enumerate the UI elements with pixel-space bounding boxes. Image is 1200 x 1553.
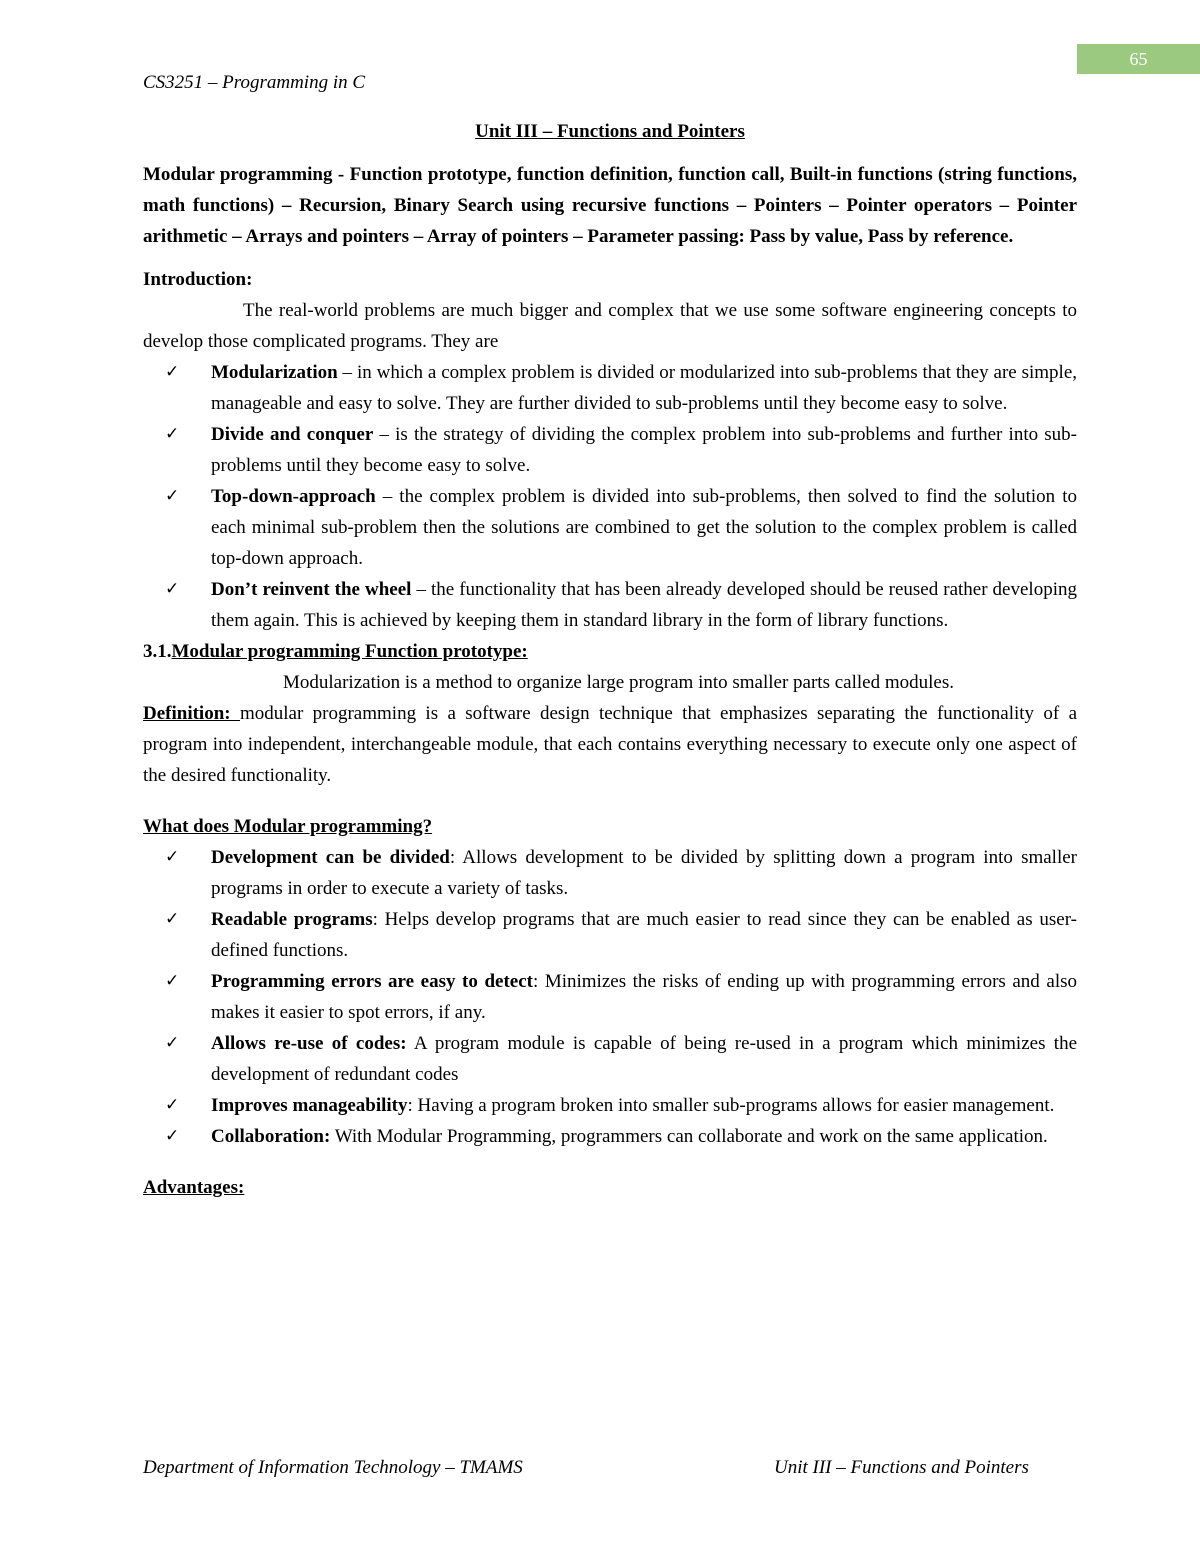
- list-item: [165, 574, 1077, 636]
- item-term: Top-down-approach: [211, 486, 376, 507]
- item-term: Development can be divided: [211, 847, 450, 868]
- advantages-heading: Advantages:: [143, 1177, 245, 1198]
- item-term: Improves manageability: [211, 1095, 408, 1116]
- introduction-heading: Introduction:: [143, 269, 253, 290]
- checkmark-icon: ✓: [165, 362, 180, 382]
- item-text: – the complex problem is divided into sub-problems, then solved to find the solution to each minimal sub-problem then the solutions are combined to get the solution to the complex problem is called top-down approach.: [211, 486, 1077, 569]
- unit-title: Unit III – Functions and Pointers: [475, 121, 745, 142]
- definition-paragraph: [143, 698, 1077, 791]
- item-term: Programming errors are easy to detect: [211, 971, 533, 992]
- checkmark-icon: ✓: [165, 1033, 180, 1053]
- item-term: Allows re-use of codes:: [211, 1033, 407, 1054]
- what-does-list: [143, 842, 1077, 1152]
- list-item: [165, 842, 1077, 904]
- definition-label: Definition:: [143, 703, 240, 724]
- section-3-1-heading: [143, 636, 1077, 667]
- footer-department: Department of Information Technology – TMAMS: [143, 1457, 523, 1478]
- checkmark-icon: ✓: [165, 909, 180, 929]
- checkmark-icon: ✓: [165, 1126, 180, 1146]
- modularization-paragraph: Modularization is a method to organize large program into smaller parts called modules.: [283, 672, 954, 693]
- item-text: – the functionality that has been already developed should be reused rather developing them again. This is achieved by keeping them in standard library in the form of library functions.: [211, 579, 1077, 631]
- checkmark-icon: ✓: [165, 424, 180, 444]
- item-term: Readable programs: [211, 909, 373, 930]
- item-text: With Modular Programming, programmers can collaborate and work on the same application.: [330, 1126, 1048, 1147]
- section-title: Modular programming Function prototype:: [171, 641, 528, 662]
- footer-unit-title: Unit III – Functions and Pointers: [774, 1457, 1029, 1478]
- item-term: Modularization: [211, 362, 338, 383]
- introduction-list: [143, 357, 1077, 636]
- definition-text: modular programming is a software design technique that emphasizes separating the functionality of a program into independent, interchangeable module, that each contains everything necessary to execute only one aspect of the desired functionality.: [143, 703, 1077, 786]
- list-item: [165, 1028, 1078, 1090]
- item-text: – is the strategy of dividing the complex problem into sub-problems and further into sub-problems until they become easy to solve.: [211, 424, 1077, 476]
- list-item: [165, 1121, 1077, 1152]
- document-body: [143, 116, 1077, 1203]
- item-text: – in which a complex problem is divided or modularized into sub-problems that they are simple, manageable and easy to solve. They are further divided to sub-problems until they become easy to solve.: [211, 362, 1077, 414]
- header-course-title: CS3251 – Programming in C: [143, 72, 366, 93]
- introduction-paragraph: The real-world problems are much bigger and complex that we use some software engineering concepts to develop those complicated programs. They are: [143, 300, 1077, 352]
- checkmark-icon: ✓: [165, 847, 180, 867]
- item-text: A program module is capable of being re-used in a program which minimizes the development of redundant codes: [211, 1033, 1078, 1085]
- checkmark-icon: ✓: [165, 1095, 180, 1115]
- list-item: [165, 966, 1077, 1028]
- item-text: : Allows development to be divided by splitting down a program into smaller programs in order to execute a variety of tasks.: [211, 847, 1077, 899]
- item-text: : Helps develop programs that are much easier to read since they can be enabled as user-defined functions.: [211, 909, 1077, 961]
- item-term: Don’t reinvent the wheel: [211, 579, 412, 600]
- checkmark-icon: ✓: [165, 579, 180, 599]
- section-number: 3.1.: [143, 641, 172, 662]
- item-term: Divide and conquer: [211, 424, 374, 445]
- item-term: Collaboration:: [211, 1126, 331, 1147]
- list-item: [165, 904, 1077, 966]
- syllabus-topics: Modular programming - Function prototype, function definition, function call, Built-in functions (string functions, math functions) – Recursion, Binary Search using recursive functions – Pointers – Pointer operators – Pointer arithmetic – Arrays and pointers – Array of pointers – Parameter passing: Pass by value, Pass by reference.: [143, 164, 1077, 247]
- list-item: [165, 357, 1077, 419]
- what-does-heading: What does Modular programming?: [143, 816, 433, 837]
- list-item: [165, 1090, 1077, 1121]
- list-item: [165, 481, 1077, 574]
- checkmark-icon: ✓: [165, 971, 180, 991]
- item-text: : Having a program broken into smaller sub-programs allows for easier management.: [407, 1095, 1055, 1116]
- list-item: [165, 419, 1077, 481]
- checkmark-icon: ✓: [165, 486, 180, 506]
- item-text: : Minimizes the risks of ending up with programming errors and also makes it easier to spot errors, if any.: [211, 971, 1077, 1023]
- page-number: 65: [1077, 44, 1200, 74]
